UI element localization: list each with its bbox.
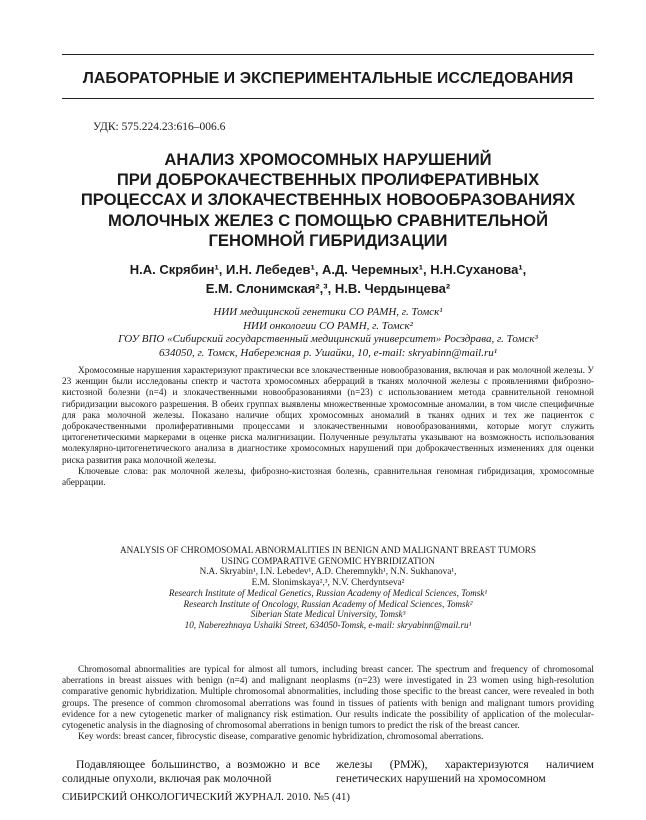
abstract-ru (62, 366, 594, 489)
authors-line: Н.А. Скрябин¹, И.Н. Лебедев¹, А.Д. Черемных¹, Н.Н.Суханова¹, (129, 262, 527, 277)
english-title-line: USING COMPARATIVE GENOMIC HYBRIDIZATION (221, 555, 435, 566)
section-header: ЛАБОРАТОРНЫЕ И ЭКСПЕРИМЕНТАЛЬНЫЕ ИССЛЕДОВАНИЯ (82, 70, 574, 87)
title-line: ГЕНОМНОЙ ГИБРИДИЗАЦИИ (208, 230, 448, 250)
english-header (62, 545, 594, 631)
keywords-en: Key words: breast cancer, fibrocystic disease, comparative genomic hybridization, chromosomal aberrations. (78, 732, 484, 743)
abstract-ru-text: Хромосомные нарушения характеризуют практически все злокачественные новообразования, включая и рак молочной железы. У 23 женщин были исследованы спектр и частота хромосомных аберраций в тканях молочной железы с проявлениями фиброзно-кистозной болезни (n=4) и злокачественными новообразованиями (n=23) с использованием метода сравнительной геномной гибридизации высокого разрешения. В обеих группах выявлены множественные хромосомные аномалии, в том числе специфичные для рака молочной железы. Показано наличие общих хромосомных аномалий в тканях одних и тех же пациенток с доброкачественными пролиферативными процессами и злокачественными новообразованиями, которые могут служить цитогенетическими маркерами в оценке риска малигнизации. Полученные результаты указывают на возможность использования молекулярно-цитогенетического анализа в диагностике хромосомных нарушений при доброкачественных изменениях для оценки риска развития рака молочной железы. (62, 366, 594, 466)
authors-line: Е.М. Слонимская²,³, Н.В. Чердынцева² (205, 281, 451, 296)
title-line: ПРИ ДОБРОКАЧЕСТВЕННЫХ ПРОЛИФЕРАТИВНЫХ (116, 170, 540, 190)
body-text-right: железы (РМЖ), характеризуются наличием генетических нарушений на хромосомном (336, 758, 594, 785)
english-affiliation: Research Institute of Medical Genetics, Russian Academy of Medical Sciences, Tomsk¹ (168, 587, 488, 598)
title-line: АНАЛИЗ ХРОМОСОМНЫХ НАРУШЕНИЙ (164, 150, 492, 169)
udc-code: УДК: 575.224.23:616–006.6 (93, 121, 226, 133)
authors (78, 260, 578, 298)
abstract-en-text: Chromosomal abnormalities are typical for almost all tumors, including breast cancer. The spectrum and frequency of chromosomal aberrations in breast aissues with benign (n=4) and malignant neoplasms (n=23) were investigated in 23 women using high-resolution comparative genomic hybridization. Multiple chromosomal abnormalities, including those specific to the breast cancer, were revealed in both groups. The presence of common chromosomal aberrations was found in tissues of patients with benign and malignant tumors providing evidence for a new cytogenetic marker of malignancy risk estimation. Our results indicate the possibility of application of the molecular-cytogenetic analysis in the diagnosing of chromosomal aberrations in benign tumors to predict the risk of the breast cancer. (62, 665, 594, 732)
body-column-right (336, 758, 594, 786)
english-affiliation: Research Institute of Oncology, Russian Academy of Medical Sciences, Tomsk² (183, 598, 473, 609)
english-authors-line: E.M. Slonimskaya²,³, N.V. Cherdyntseva² (251, 577, 405, 588)
affiliation: НИИ онкологии СО РАМН, г. Томск² (243, 319, 413, 332)
title-line: МОЛОЧНЫХ ЖЕЛЕЗ С ПОМОЩЬЮ СРАВНИТЕЛЬНОЙ (108, 210, 548, 230)
abstract-en (62, 665, 594, 743)
english-affiliation: 10, Naberezhnaya Ushaiki Street, 634050-Tomsk, e-mail: skryabinn@mail.ru¹ (184, 619, 472, 630)
english-affiliation: Siberian State Medical University, Tomsk³ (250, 609, 406, 620)
body-column-left (62, 758, 320, 786)
english-title-line: ANALYSIS OF CHROMOSOMAL ABNORMALITIES IN BENIGN AND MALIGNANT BREAST TUMORS (119, 545, 537, 555)
affiliations-ru (70, 306, 586, 360)
body-text-left: Подавляющее большинство, а возможно и все солидные опухоли, включая рак молочной (62, 758, 320, 785)
journal-footer: СИБИРСКИЙ ОНКОЛОГИЧЕСКИЙ ЖУРНАЛ. 2010. №5 (41) (62, 791, 350, 803)
title-line: ПРОЦЕССАХ И ЗЛОКАЧЕСТВЕННЫХ НОВООБРАЗОВАНИЯХ (80, 190, 576, 210)
affiliation: 634050, г. Томск, Набережная р. Ушайки, 10, e-mail: skryabinn@mail.ru¹ (158, 346, 498, 359)
top-rule (62, 54, 594, 55)
affiliation: НИИ медицинской генетики СО РАМН, г. Томск¹ (213, 306, 443, 318)
keywords-ru: Ключевые слова: рак молочной железы, фиброзно-кистозная болезнь, сравнительная геномная гибридизация, хромосомные аберрации. (62, 466, 594, 489)
affiliation: ГОУ ВПО «Сибирский государственный медицинский университет» Росздрава, г. Томск³ (118, 333, 538, 346)
header-bottom-rule (62, 98, 594, 99)
article-title (78, 150, 578, 251)
english-authors-line: N.A. Skryabin¹, I.N. Lebedev¹, A.D. Cheremnykh¹, N.N. Sukhanova¹, (199, 566, 457, 577)
